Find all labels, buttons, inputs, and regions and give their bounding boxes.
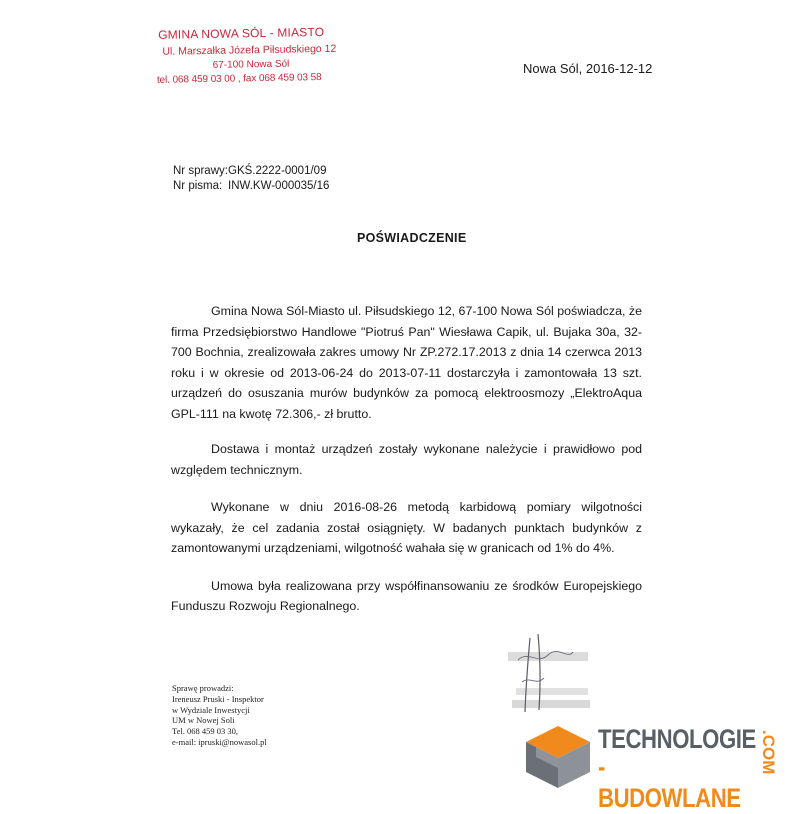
house-cube-icon (518, 718, 598, 790)
paragraph-delivery: Dostawa i montaż urządzeń zostały wykonane należycie i prawidłowo pod względem technicznym. (171, 442, 642, 477)
handwritten-signature-icon (478, 630, 628, 715)
letter-number-value: INW.KW-000035/16 (228, 180, 330, 192)
stamp-line-office: GMINA NOWA SÓL - MIASTO (157, 24, 325, 42)
document-body (171, 301, 642, 617)
document-title: POŚWIADCZENIE (357, 231, 467, 245)
contact-office: UM w Nowej Soli (172, 715, 235, 726)
stamp-line-street: Ul. Marszałka Józefa Piłsudskiego 12 (162, 42, 337, 58)
paragraph-measurements: Wykonane w dniu 2016-08-26 metodą karbidową pomiary wilgotności wykazały, że cel zadania został osiągnięty. W badanych punktach budynków z zamontowanymi urządzeniami, wilgotność wahała się w granicach od 1% do 4%. (171, 500, 642, 555)
letter-number-label: Nr pisma: (173, 180, 223, 192)
letter-number-row (173, 179, 329, 194)
logo-text-suffix: .COM (759, 730, 778, 775)
logo-text-top: TECHNOLOGIE (598, 724, 756, 754)
contact-name: Ireneusz Pruski - Inspektor (172, 693, 264, 704)
case-number-row (173, 164, 329, 179)
paragraph-certification: Gmina Nowa Sól-Miasto ul. Piłsudskiego 12, 67-100 Nowa Sól poświadcza, że firma Przedsiębiorstwo Handlowe "Piotruś Pan" Wiesława Capik, ul. Bujaka 30a, 32-700 Bochnia, zrealizowała zakres umowy Nr ZP.272.17.2013 z dnia 14 czerwca 2013 roku i w okresie od 2013-06-24 do 2013-07-11 dostarczyła i zamontowała 13 szt. urządzeń do osuszania murów budynków za pomocą elektroosmozy „ElektroAqua GPL-111 na kwotę 72.306,- zł brutto. (171, 304, 642, 421)
stamp-line-city: 67-100 Nowa Sól (212, 58, 290, 71)
contact-department: w Wydziale Inwestycji (172, 704, 250, 715)
signature-stamp (478, 630, 628, 715)
case-number-value: GKŚ.2222-0001/09 (228, 165, 327, 177)
contact-person-block (172, 683, 267, 748)
reference-numbers (173, 164, 329, 194)
contact-heading: Sprawę prowadzi: (172, 683, 234, 693)
stamp-line-phone: tel. 068 459 03 00 , fax 068 459 03 58 (156, 72, 322, 86)
contact-phone: Tel. 068 459 03 30, (172, 726, 238, 737)
logo-text-bottom: -BUDOWLANE (598, 752, 741, 813)
technologie-budowlane-logo (518, 718, 780, 813)
letterhead-stamp (150, 25, 337, 86)
document-date: Nowa Sól, 2016-12-12 (523, 61, 653, 76)
paragraph-funding: Umowa była realizowana przy współfinansowaniu ze środków Europejskiego Funduszu Rozwoju Regionalnego. (171, 578, 642, 613)
case-number-label: Nr sprawy: (173, 165, 228, 177)
contact-email: e-mail: ipruski@nowasol.pl (172, 736, 267, 747)
